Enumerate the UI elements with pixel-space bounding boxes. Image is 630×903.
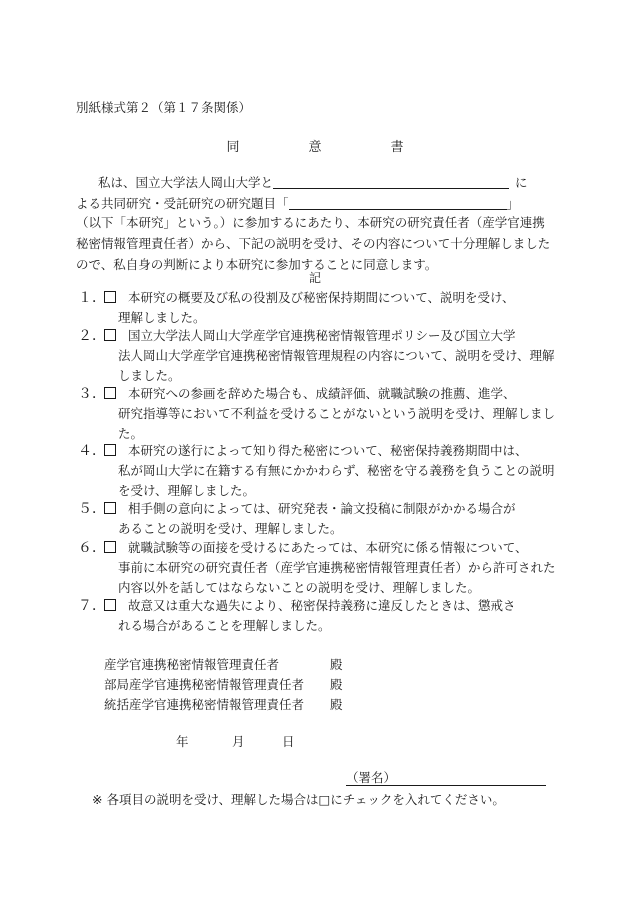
item-checkbox-3[interactable]	[104, 387, 116, 399]
item-text	[78, 384, 564, 444]
item-text-cont: 理解しました。	[118, 310, 206, 325]
footnote: ※ 各項目の説明を受け、理解した場合は□にチェックを入れてください。	[92, 792, 505, 807]
addressee-honorific: 殿	[330, 697, 343, 712]
addressee-honorific: 殿	[330, 657, 343, 672]
item-number: ５．	[78, 501, 106, 517]
item-text-line: 本研究の遂行によって知り得た秘密について、秘密保持義務期間中は、	[128, 443, 528, 458]
addressee-name: 産学官連携秘密情報管理責任者	[104, 657, 280, 672]
item-text-line: 就職試験等の面接を受けるにあたっては、本研究に係る情報について、	[128, 540, 528, 555]
intro-text-3: よる共同研究・受託研究の研究題目「	[76, 196, 289, 211]
form-number: 別紙様式第２（第１７条関係）	[76, 100, 252, 115]
ki-heading: 記	[308, 271, 321, 285]
date-year: 年	[176, 734, 189, 749]
signature-label: （署名）	[346, 770, 397, 785]
research-title-blank[interactable]	[289, 195, 507, 210]
addressee-row-2	[104, 675, 343, 693]
item-text-line: 国立大学法人岡山大学産学官連携秘密情報管理ポリシー及び国立大学	[128, 328, 516, 343]
item-text-line: 本研究への参画を辞めた場合も、成績評価、就職試験の推薦、進学、	[128, 386, 516, 401]
item-text	[78, 326, 564, 386]
item-text	[78, 288, 564, 328]
intro-text-1: 私は、国立大学法人岡山大学と	[98, 175, 274, 190]
item-number: ３．	[78, 386, 106, 402]
intro-line-2	[76, 193, 556, 214]
consent-item-7	[78, 596, 564, 636]
partner-name-blank[interactable]	[273, 174, 509, 189]
item-text	[78, 538, 564, 598]
addressee-row-1	[104, 655, 343, 673]
item-number: ６．	[78, 540, 106, 556]
item-checkbox-4[interactable]	[104, 444, 116, 456]
item-text-line: 本研究の概要及び私の役割及び秘密保持期間について、説明を受け、	[128, 290, 515, 305]
item-checkbox-7[interactable]	[104, 599, 116, 611]
item-text-cont: あることの説明を受け、理解しました。	[118, 521, 343, 536]
item-checkbox-1[interactable]	[104, 291, 116, 303]
item-number: ４．	[78, 443, 106, 459]
consent-item-2	[78, 326, 564, 386]
consent-item-6	[78, 538, 564, 598]
item-text-line: 故意又は重大な過失により、秘密保持義務に違反したときは、懲戒さ	[128, 598, 516, 613]
date-month: 月	[232, 734, 245, 749]
item-checkbox-5[interactable]	[104, 502, 116, 514]
document-title: 同 意 書	[226, 140, 432, 155]
item-number: ７．	[78, 598, 106, 614]
addressee-name: 統括産学官連携秘密情報管理責任者	[104, 697, 305, 712]
item-number: ２．	[78, 328, 106, 344]
addressee-row-3	[104, 695, 343, 713]
intro-line-1	[76, 172, 556, 193]
item-text-cont: れる場合があることを理解しました。	[118, 618, 331, 633]
date-day: 日	[282, 734, 295, 749]
intro-body: （以下「本研究」という。）に参加するにあたり、本研究の研究責任者（産学官連携秘密情報管理責任者）から、下記の説明を受け、その内容について十分理解しましたので、私自身の判断により本研究に参加することに同意します。	[76, 215, 551, 272]
intro-text-2: に	[515, 175, 528, 190]
consent-item-1	[78, 288, 564, 328]
item-text-cont: 事前に本研究の研究責任者（産学官連携秘密情報管理責任者）から許可された内容以外を話してはならないことの説明を受け、理解しました。	[118, 560, 556, 595]
item-number: １．	[78, 290, 106, 306]
item-checkbox-2[interactable]	[104, 329, 116, 341]
item-text-line: 相手側の意向によっては、研究発表・論文投稿に制限がかかる場合が	[128, 501, 516, 516]
intro-text-4: 」	[506, 196, 520, 211]
addressee-honorific: 殿	[330, 677, 343, 692]
consent-item-3	[78, 384, 564, 444]
consent-item-4	[78, 441, 564, 501]
item-text	[78, 596, 564, 636]
item-text-cont: 研究指導等において不利益を受けることがないという説明を受け、理解しました。	[118, 406, 556, 441]
item-checkbox-6[interactable]	[104, 541, 116, 553]
consent-item-5	[78, 499, 564, 539]
item-text-cont: 私が岡山大学に在籍する有無にかかわらず、秘密を守る義務を負うことの説明を受け、理解しました。	[118, 463, 555, 498]
signature-field[interactable]	[346, 768, 546, 786]
item-text	[78, 499, 564, 539]
item-text-cont: 法人岡山大学産学官連携秘密情報管理規程の内容について、説明を受け、理解しました。	[118, 348, 555, 383]
addressee-name: 部局産学官連携秘密情報管理責任者	[104, 677, 305, 692]
item-text	[78, 441, 564, 501]
